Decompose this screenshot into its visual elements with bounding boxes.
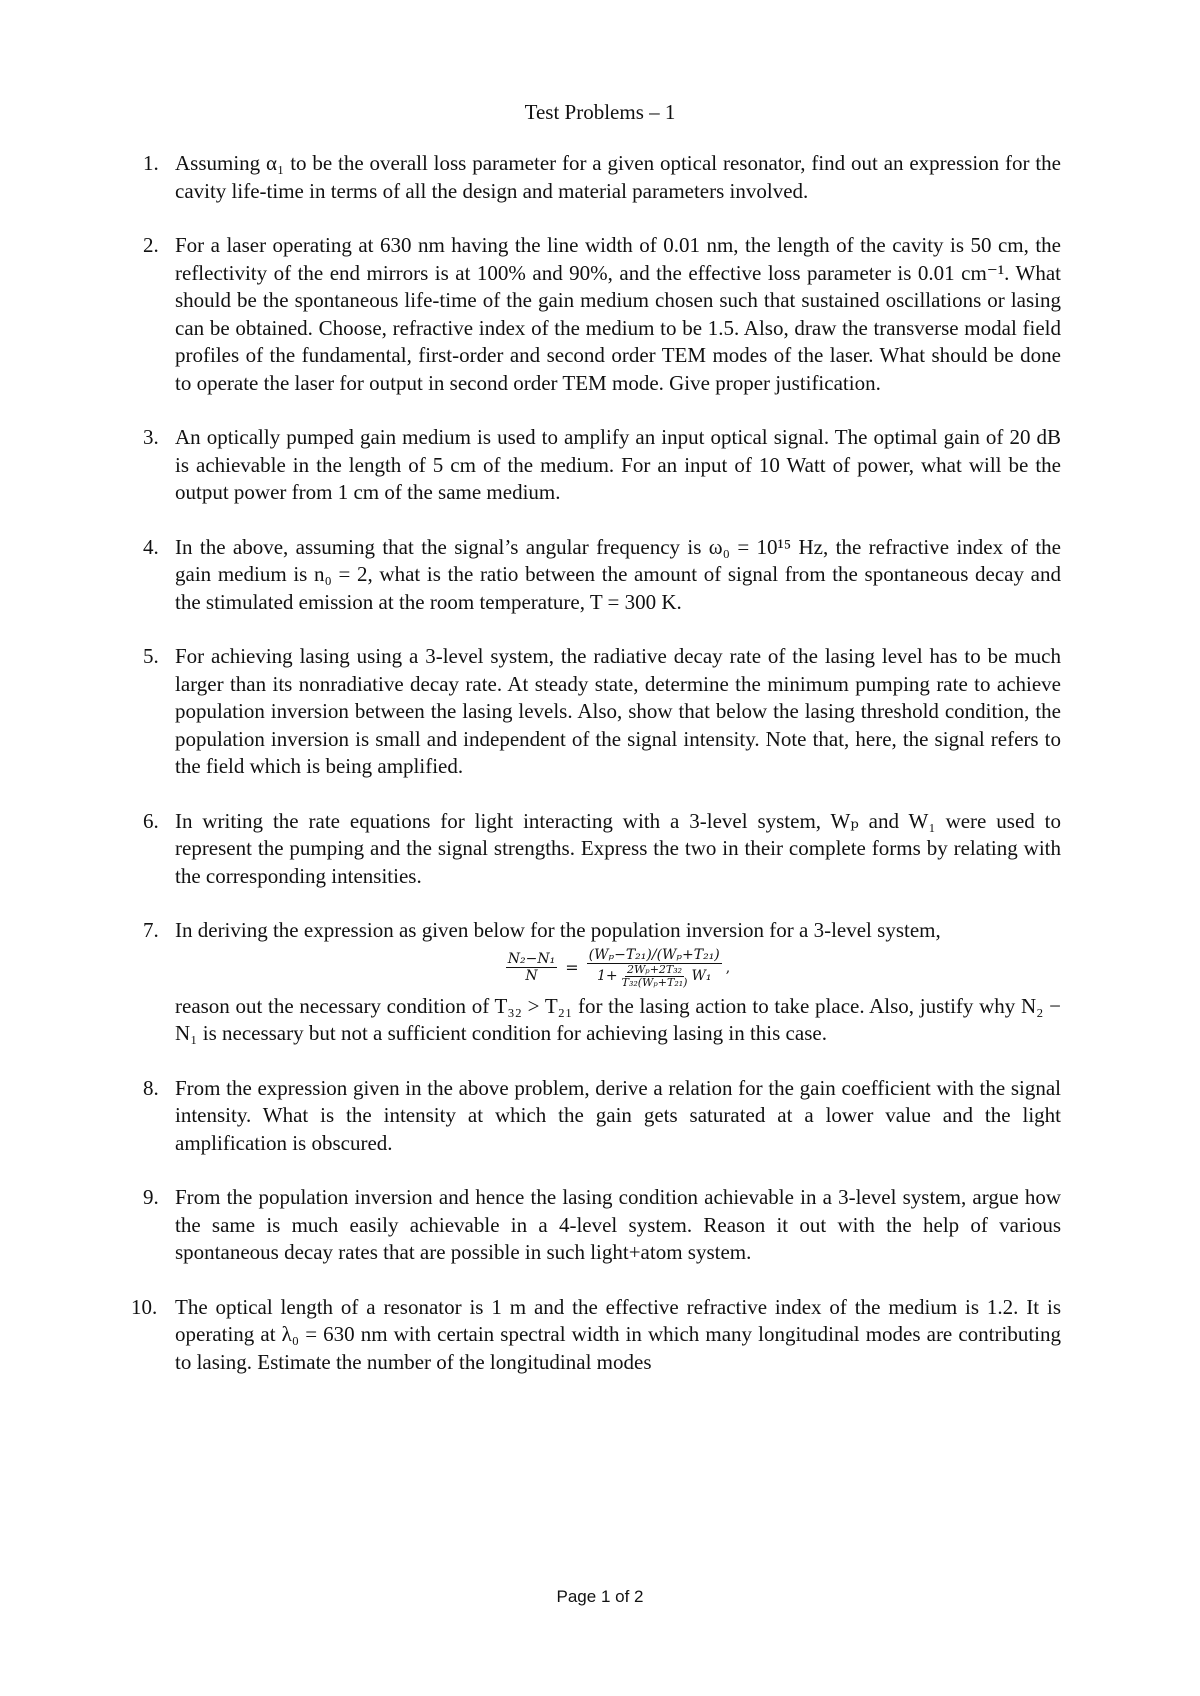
problem-6 (143, 808, 1061, 891)
problem-text: An optically pumped gain medium is used to amplify an input optical signal. The optimal gain of 20 dB is achievable in the length of 5 cm of the medium. For an input of 10 Watt of power, what will be the output power from 1 cm of the same medium. (175, 425, 1061, 504)
problem-number: 10. (131, 1294, 158, 1319)
formula-inner-fraction (620, 964, 690, 989)
page-title: Test Problems – 1 (524, 100, 676, 124)
formula-lhs-denominator: N (525, 968, 538, 984)
problem-list (131, 150, 1061, 1403)
problem-7 (143, 917, 1061, 1048)
population-inversion-formula (175, 947, 1061, 989)
problem-text: In writing the rate equations for light interacting with a 3-level system, Wₚ and W₁ were used to represent the pumping and the signal strengths. Express the two in their complete forms by relating with the corresponding intensities. (175, 808, 1061, 888)
formula-rhs-den-tail: W₁ (691, 968, 712, 984)
formula-trailing-comma: , (725, 959, 731, 976)
problem-text: From the population inversion and hence the lasing condition achievable in a 3-level system, argue how the same is much easily achievable in a 4-level system. Reason it out with the help of various spontaneous decay rates that are possible in such light+atom system. (175, 1185, 1061, 1264)
formula-inner-numerator: 2Wₚ+2T₃₂ (626, 962, 683, 976)
problem-3 (143, 424, 1061, 507)
formula-equals: = (565, 957, 579, 977)
formula-inner-denominator: T₃₂(Wₚ+T₂₁) (621, 975, 688, 989)
problem-5 (143, 643, 1061, 781)
problem-2 (143, 232, 1061, 397)
problem-number: 2. (143, 233, 159, 257)
formula-rhs-den-lead: 1+ (596, 968, 618, 984)
problem-number: 5. (143, 644, 159, 668)
problem-number: 1. (143, 151, 159, 175)
problem-number: 7. (143, 918, 159, 942)
problem-1 (143, 150, 1061, 205)
problem-text: The optical length of a resonator is 1 m and the effective refractive index of the medium is 1.2. It is operating at λ₀ = 630 nm with certain spectral width in which many longitudinal modes are contributing to lasing. Estimate the number of the longitudinal modes (175, 1294, 1061, 1374)
problem-number: 6. (143, 808, 159, 833)
formula-lhs (506, 951, 557, 984)
formula-rhs (587, 947, 722, 989)
problem-number: 3. (143, 425, 159, 449)
problem-text: For achieving lasing using a 3-level system, the radiative decay rate of the lasing level has to be much larger than its nonradiative decay rate. At steady state, determine the minimum pumping rate to achieve population inversion between the lasing levels. Also, show that below the lasing threshold condition, the population inversion is small and independent of the signal intensity. Note that, here, the signal refers to the field which is being amplified. (175, 644, 1061, 778)
problem-4 (143, 534, 1061, 617)
problem-number: 4. (143, 534, 159, 559)
formula-rhs-numerator: (Wₚ−T₂₁)/(Wₚ+T₂₁) (588, 946, 720, 963)
problem-9 (143, 1184, 1061, 1267)
problem-10 (131, 1294, 1061, 1377)
problem-text: In the above, assuming that the signal’s angular frequency is ω₀ = 10¹⁵ Hz, the refractive index of the gain medium is n₀ = 2, what is the ratio between the amount of signal from the spontaneous decay and the stimulated emission at the room temperature, T = 300 K. (175, 534, 1061, 614)
problem-text: In deriving the expression as given below for the population inversion for a 3-level system, (175, 918, 941, 942)
problem-number: 8. (143, 1075, 159, 1100)
problem-text: From the expression given in the above problem, derive a relation for the gain coefficient with the signal intensity. What is the intensity at which the gain gets saturated at a lower value and the light amplification is obscured. (175, 1075, 1061, 1155)
problem-number: 9. (143, 1185, 159, 1209)
problem-8 (143, 1075, 1061, 1158)
formula-rhs-denominator (595, 964, 713, 989)
formula-lhs-numerator: N₂−N₁ (507, 951, 556, 967)
problem-text: Assuming α₁ to be the overall loss parameter for a given optical resonator, find out an expression for the cavity life-time in terms of all the design and material parameters involved. (175, 151, 1061, 203)
problem-text: For a laser operating at 630 nm having the line width of 0.01 nm, the length of the cavity is 50 cm, the reflectivity of the end mirrors is at 100% and 90%, and the effective loss parameter is 0.01 cm⁻¹. What should be the spontaneous life-time of the gain medium chosen such that sustained oscillations or lasing can be obtained. Choose, refractive index of the medium to be 1.5. Also, draw the transverse modal field profiles of the fundamental, first-order and second order TEM modes of the laser. What should be done to operate the laser for output in second order TEM mode. Give proper justification. (175, 233, 1061, 395)
problem-text-continued: reason out the necessary condition of T₃₂ > T₂₁ for the lasing action to take place. Also, justify why N₂ − N₁ is necessary but not a sufficient condition for achieving lasing in this case. (175, 993, 1061, 1045)
page-footer: Page 1 of 2 (556, 1587, 644, 1606)
